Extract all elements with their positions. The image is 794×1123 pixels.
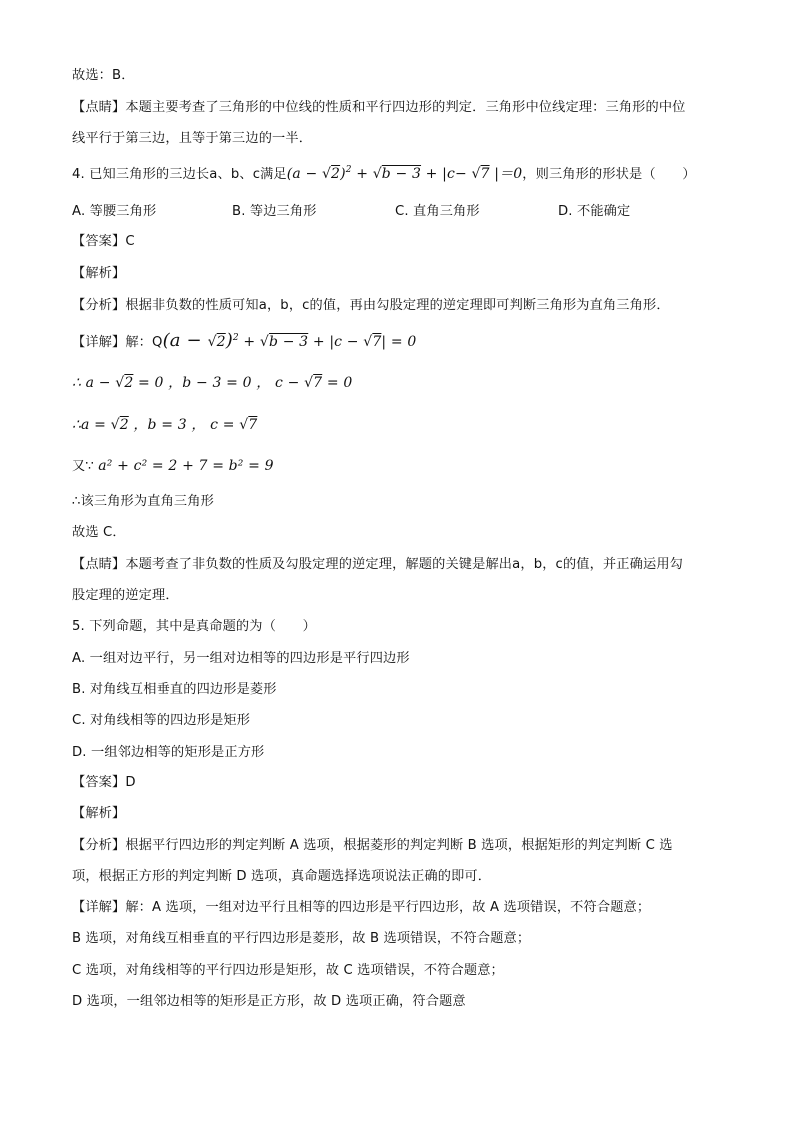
q4-option-d: D. 不能确定 <box>558 204 631 219</box>
q4-option-a: A. 等腰三角形 <box>72 204 157 219</box>
q4-dianjing-cont: 股定理的逆定理． <box>72 588 179 603</box>
q4-choose: 故选 C． <box>72 525 126 540</box>
q4-answer: 【答案】C <box>72 234 135 249</box>
q4-jiexi: 【解析】 <box>72 266 126 281</box>
text-line-choose-b: 故选：B． <box>72 68 135 83</box>
q5-detail-c: C 选项，对角线相等的平行四边形是矩形，故 C 选项错误，不符合题意； <box>72 963 504 978</box>
q5-detail-b: B 选项，对角线互相垂直的平行四边形是菱形，故 B 选项错误，不符合题意； <box>72 931 531 946</box>
q4-step-3: 又∵ a² + c² = 2 + 7 = b² = 9 <box>72 458 274 474</box>
q5-answer: 【答案】D <box>72 775 136 790</box>
q4-formula: $(a - √2)^2 + √b - 3 + |c- √7$ |＝0 <box>286 165 523 182</box>
q5-detail-d: D 选项，一组邻边相等的矩形是正方形，故 D 选项正确，符合题意 <box>72 994 466 1009</box>
text-line-dianjing: 【点睛】本题主要考查了三角形的中位线的性质和平行四边形的判定．三角形中位线定理：三角形的中位 <box>72 100 686 115</box>
question-4-stem <box>72 164 696 185</box>
q5-jiexi: 【解析】 <box>72 806 126 821</box>
q5-option-b: B. 对角线互相垂直的四边形是菱形 <box>72 682 277 697</box>
question-4-options <box>72 202 722 222</box>
q5-option-a: A. 一组对边平行，另一组对边相等的四边形是平行四边形 <box>72 651 410 666</box>
q4-fenxi: 【分析】根据非负数的性质可知a，b，c的值，再由勾股定理的逆定理即可判断三角形为直角三角形． <box>72 298 670 313</box>
q4-stem-text: 4. 已知三角形的三边长a、b、c满足 <box>72 167 287 182</box>
q4-detail-label: 【详解】解：Q <box>72 335 163 350</box>
q5-option-c: C. 对角线相等的四边形是矩形 <box>72 713 251 728</box>
q4-option-b: B. 等边三角形 <box>232 204 317 219</box>
q4-option-c: C. 直角三角形 <box>395 204 480 219</box>
q4-step-4: ∴该三角形为直角三角形 <box>72 494 214 509</box>
q5-fenxi-cont: 项，根据正方形的判定判断 D 选项，真命题选择选项说法正确的即可． <box>72 869 492 884</box>
q4-step-1: ∴ a − √2 = 0 ，b − 3 = 0 ， c − √7 = 0 <box>72 375 353 391</box>
question-5-stem: 5. 下列命题，其中是真命题的为（ ） <box>72 619 316 634</box>
q4-detail-formula: $(a - √2)^2 + √b - 3 + |c - √7| = 0$ <box>162 330 417 351</box>
q5-detail: 【详解】解：A 选项，一组对边平行且相等的四边形是平行四边形，故 A 选项错误，不符合题意； <box>72 900 651 915</box>
q4-detail <box>72 331 416 353</box>
q4-dianjing: 【点睛】本题考查了非负数的性质及勾股定理的逆定理，解题的关键是解出a，b，c的值，并正确运用勾 <box>72 557 683 572</box>
q4-stem-tail: ，则三角形的形状是（ ） <box>522 167 696 182</box>
q5-fenxi: 【分析】根据平行四边形的判定判断 A 选项，根据菱形的判定判断 B 选项，根据矩形的判定判断 C 选 <box>72 838 673 853</box>
text-line-dianjing-cont: 线平行于第三边，且等于第三边的一半． <box>72 131 313 146</box>
q4-step-2: ∴a = √2 ，b = 3 ， c = √7 <box>72 417 258 433</box>
q5-option-d: D. 一组邻边相等的矩形是正方形 <box>72 745 265 760</box>
